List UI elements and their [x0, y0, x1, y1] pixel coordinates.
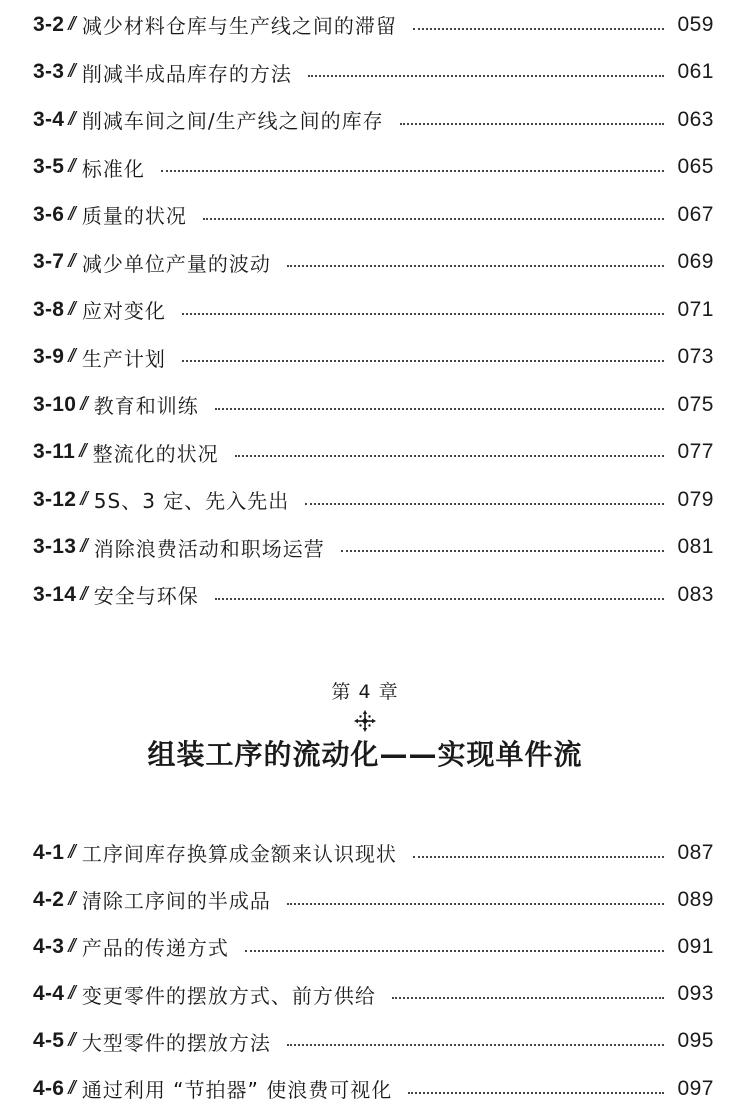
toc-entry[interactable] [33, 1018, 714, 1065]
dot-leader [287, 265, 664, 267]
entry-number: 4-5 [33, 1029, 65, 1053]
dot-leader [215, 598, 664, 600]
dot-leader [235, 455, 664, 457]
entry-separator: // [68, 983, 73, 1005]
dot-leader [408, 1092, 664, 1094]
entry-title: 减少材料仓库与生产线之间的滞留 [81, 14, 397, 39]
toc-entry[interactable] [33, 286, 714, 334]
toc-list-chapter-3 [33, 1, 714, 619]
entry-title: 消除浪费活动和职场运营 [93, 536, 325, 561]
entry-separator: // [68, 251, 73, 273]
entry-number: 3-8 [33, 297, 65, 321]
entry-page-number: 059 [677, 12, 714, 36]
toc-entry[interactable] [33, 191, 714, 239]
dot-leader [392, 997, 664, 999]
entry-page-number: 087 [677, 840, 714, 864]
entry-title: 产品的传递方式 [81, 936, 229, 961]
entry-number: 3-13 [33, 535, 77, 559]
entry-page-number: 065 [677, 155, 714, 179]
entry-title: 削减半成品库存的方法 [81, 61, 292, 86]
entry-title: 5S、3 定、先入先出 [93, 489, 290, 514]
toc-entry[interactable] [33, 971, 714, 1018]
toc-entry[interactable] [33, 571, 714, 619]
toc-entry[interactable] [33, 144, 714, 192]
entry-number: 3-2 [33, 12, 65, 36]
entry-separator: // [68, 1077, 73, 1099]
entry-number: 3-10 [33, 392, 77, 416]
entry-page-number: 071 [677, 297, 714, 321]
entry-title: 标准化 [81, 156, 145, 181]
entry-number: 3-11 [33, 440, 76, 464]
entry-separator: // [80, 583, 85, 605]
entry-title: 质量的状况 [81, 204, 187, 229]
entry-title: 整流化的状况 [92, 441, 219, 466]
entry-page-number: 063 [677, 107, 714, 131]
toc-entry[interactable] [33, 876, 714, 923]
toc-entry[interactable] [33, 476, 714, 524]
toc-list-chapter-4 [33, 829, 714, 1112]
entry-number: 4-2 [33, 887, 65, 911]
dot-leader [287, 1044, 664, 1046]
entry-page-number: 089 [677, 887, 714, 911]
entry-page-number: 075 [677, 392, 714, 416]
entry-title: 削减车间之间/生产线之间的库存 [81, 109, 384, 134]
toc-entry[interactable] [33, 1, 714, 49]
entry-title: 变更零件的摆放方式、前方供给 [81, 983, 376, 1008]
dot-leader [215, 408, 664, 410]
entry-separator: // [68, 888, 73, 910]
entry-title: 安全与环保 [93, 584, 199, 609]
entry-separator: // [80, 393, 85, 415]
entry-separator: // [68, 346, 73, 368]
entry-separator: // [68, 1030, 73, 1052]
entry-number: 3-5 [33, 155, 65, 179]
toc-entry[interactable] [33, 524, 714, 572]
toc-entry[interactable] [33, 334, 714, 382]
dot-leader [161, 170, 664, 172]
entry-separator: // [68, 13, 73, 35]
entry-title: 通过利用 “节拍器” 使浪费可视化 [81, 1078, 393, 1103]
entry-separator: // [80, 488, 85, 510]
entry-separator: // [68, 156, 73, 178]
dot-leader [413, 856, 664, 858]
entry-separator: // [68, 108, 73, 130]
dot-leader [305, 503, 664, 505]
dot-leader [203, 218, 664, 220]
entry-number: 3-3 [33, 60, 65, 84]
entry-page-number: 079 [677, 487, 714, 511]
dot-leader [400, 123, 664, 125]
toc-entry[interactable] [33, 429, 714, 477]
entry-page-number: 081 [677, 535, 714, 559]
toc-entry[interactable] [33, 829, 714, 876]
dot-leader [287, 903, 664, 905]
entry-page-number: 077 [677, 440, 714, 464]
entry-number: 4-4 [33, 982, 65, 1006]
entry-page-number: 097 [677, 1076, 714, 1100]
entry-separator: // [79, 441, 84, 463]
toc-entry[interactable] [33, 381, 714, 429]
chapter-label: 第 4 章 [331, 681, 399, 703]
dot-leader [182, 360, 664, 362]
entry-number: 3-7 [33, 250, 65, 274]
entry-separator: // [68, 935, 73, 957]
entry-page-number: 069 [677, 250, 714, 274]
entry-number: 3-6 [33, 202, 65, 226]
dot-leader [182, 313, 664, 315]
entry-number: 4-6 [33, 1076, 65, 1100]
dot-leader [413, 28, 664, 30]
entry-number: 3-14 [33, 582, 77, 606]
entry-separator: // [68, 841, 73, 863]
chapter-title: 组装工序的流动化——实现单件流 [147, 738, 583, 771]
cross-ornament-icon [352, 708, 378, 734]
entry-title: 教育和训练 [93, 394, 199, 419]
dot-leader [341, 550, 664, 552]
toc-entry[interactable] [33, 239, 714, 287]
entry-title: 大型零件的摆放方法 [81, 1030, 271, 1055]
entry-title: 清除工序间的半成品 [81, 889, 271, 914]
toc-entry[interactable] [33, 923, 714, 970]
toc-entry[interactable] [33, 1065, 714, 1112]
entry-number: 3-9 [33, 345, 65, 369]
entry-page-number: 095 [677, 1029, 714, 1053]
entry-title: 应对变化 [81, 299, 166, 324]
dot-leader [308, 75, 664, 77]
entry-page-number: 083 [677, 582, 714, 606]
entry-number: 4-3 [33, 934, 65, 958]
entry-title: 减少单位产量的波动 [81, 251, 271, 276]
entry-page-number: 093 [677, 982, 714, 1006]
entry-page-number: 067 [677, 202, 714, 226]
entry-separator: // [68, 61, 73, 83]
entry-page-number: 061 [677, 60, 714, 84]
entry-number: 4-1 [33, 840, 65, 864]
dot-leader [245, 950, 664, 952]
toc-entry[interactable] [33, 49, 714, 97]
entry-page-number: 073 [677, 345, 714, 369]
entry-page-number: 091 [677, 934, 714, 958]
entry-separator: // [68, 298, 73, 320]
entry-title: 工序间库存换算成金额来认识现状 [81, 842, 397, 867]
toc-entry[interactable] [33, 96, 714, 144]
entry-separator: // [68, 203, 73, 225]
entry-number: 3-12 [33, 487, 77, 511]
entry-separator: // [80, 536, 85, 558]
entry-title: 生产计划 [81, 346, 166, 371]
entry-number: 3-4 [33, 107, 65, 131]
